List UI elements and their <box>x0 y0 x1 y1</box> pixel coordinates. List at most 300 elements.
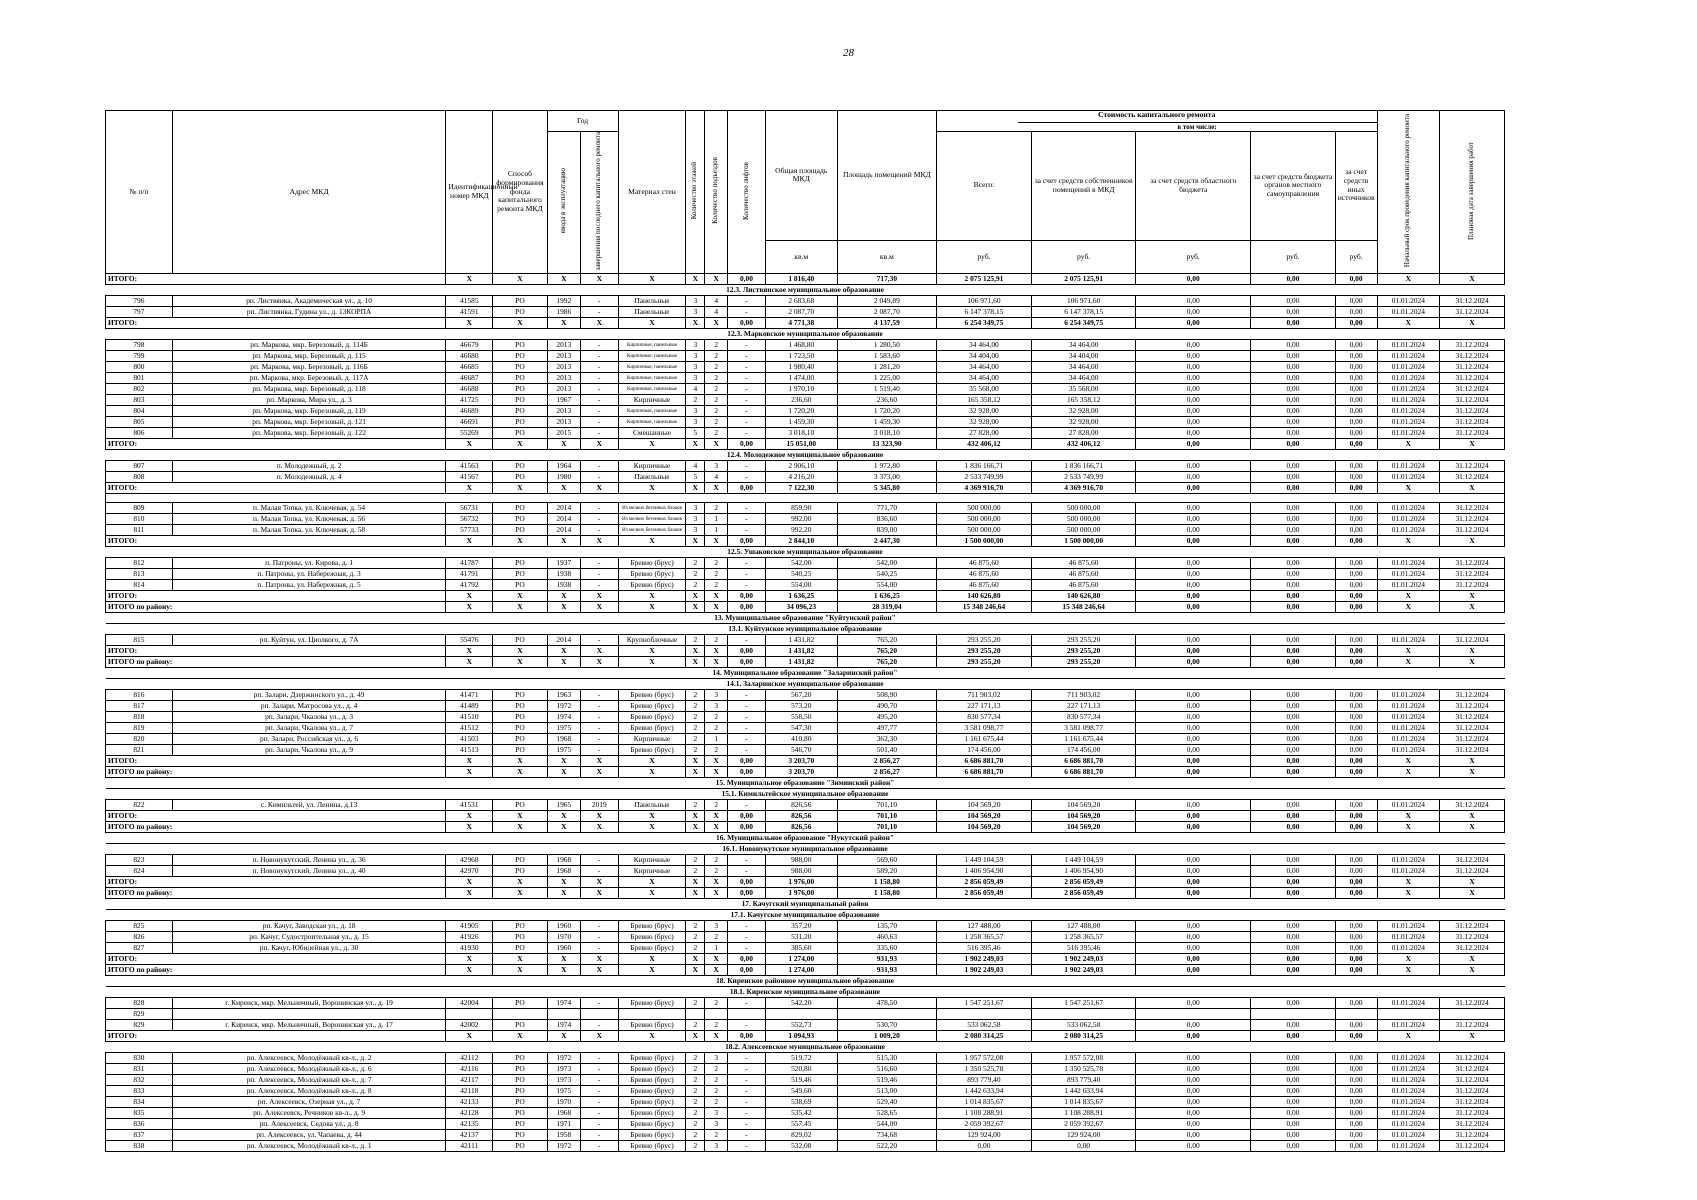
total-cell: X <box>618 965 686 976</box>
table-cell: 533 062,58 <box>936 1020 1031 1031</box>
col-total-cost: Всего: <box>936 131 1031 240</box>
total-cell: 1 816,40 <box>765 274 837 285</box>
table-cell: 0,00 <box>1136 1108 1251 1119</box>
table-cell: 31.12.2024 <box>1440 1064 1505 1075</box>
table-cell: 1970 <box>547 932 580 943</box>
total-cell: 0,00 <box>1136 591 1251 602</box>
table-cell: 711 903,02 <box>1031 690 1135 701</box>
total-cell: X <box>686 877 705 888</box>
table-cell: Бревно (брус) <box>618 1097 686 1108</box>
total-cell: X <box>547 888 580 899</box>
address-cell: п. Молодежный, д. 2 <box>172 461 446 472</box>
address-cell: п. Малая Топка, ул. Ключевая, д. 58 <box>172 525 446 536</box>
total-cell: 0,00 <box>1335 888 1377 899</box>
total-cell: 0,00 <box>1136 877 1251 888</box>
table-cell: - <box>728 296 766 307</box>
table-cell: 1938 <box>547 569 580 580</box>
total-cell: 0,00 <box>728 657 766 668</box>
total-cell: 0,00 <box>1251 657 1336 668</box>
table-cell: 2 <box>705 1020 728 1031</box>
total-cell: X <box>580 591 618 602</box>
table-cell: 31.12.2024 <box>1440 998 1505 1009</box>
total-cell: 0,00 <box>1335 1031 1377 1042</box>
table-cell: Бревно (брус) <box>618 723 686 734</box>
table-cell: - <box>580 1119 618 1130</box>
table-cell: 0,00 <box>1251 296 1336 307</box>
total-cell: X <box>705 965 728 976</box>
total-cell: X <box>580 954 618 965</box>
table-cell: 1 406 954,90 <box>936 866 1031 877</box>
table-cell: - <box>728 866 766 877</box>
total-cell: X <box>580 1031 618 1042</box>
table-cell: - <box>580 558 618 569</box>
total-cell: 1 274,00 <box>765 965 837 976</box>
table-cell: - <box>728 998 766 1009</box>
table-cell: 31.12.2024 <box>1440 800 1505 811</box>
table-cell: 1 161 675,44 <box>936 734 1031 745</box>
table-cell: 2 <box>705 428 728 439</box>
table-cell: 540,25 <box>837 569 936 580</box>
table-cell: - <box>580 1130 618 1141</box>
table-cell: 2 <box>686 998 705 1009</box>
total-cell: X <box>686 274 705 285</box>
table-cell: 46687 <box>446 373 493 384</box>
total-cell: X <box>618 602 686 613</box>
table-cell: 0,00 <box>1335 461 1377 472</box>
table-cell: 35 568,00 <box>936 384 1031 395</box>
table-cell <box>765 1009 837 1020</box>
total-cell: 0,00 <box>1251 591 1336 602</box>
total-cell: 0,00 <box>728 767 766 778</box>
table-cell: 0,00 <box>1335 307 1377 318</box>
total-cell: 0,00 <box>1335 767 1377 778</box>
total-cell: X <box>580 536 618 547</box>
col-num: № п/п <box>106 111 173 274</box>
table-cell: 0,00 <box>1136 417 1251 428</box>
total-cell: X <box>493 811 547 822</box>
table-cell: 01.01.2024 <box>1377 406 1440 417</box>
table-cell: 01.01.2024 <box>1377 943 1440 954</box>
section-title: 14. Муниципальное образование "Заларинский район" <box>106 668 1505 679</box>
total-cell: X <box>446 965 493 976</box>
table-cell: 540,25 <box>765 569 837 580</box>
table-cell: 0,00 <box>1136 712 1251 723</box>
table-cell: - <box>580 921 618 932</box>
total-cell: 13 323,90 <box>837 439 936 450</box>
table-cell: 0,00 <box>1335 690 1377 701</box>
table-cell: - <box>580 525 618 536</box>
total-row <box>106 591 1505 602</box>
total-cell: X <box>547 318 580 329</box>
table-cell: 530,70 <box>837 1020 936 1031</box>
table-cell: 0,00 <box>1335 373 1377 384</box>
table-row <box>106 525 1505 536</box>
table-cell: 0,00 <box>1335 503 1377 514</box>
table-cell: 2 <box>686 635 705 646</box>
table-cell: - <box>580 932 618 943</box>
total-cell: X <box>1377 439 1440 450</box>
address-cell: рп. Куйтун, ул. Циолкого, д. 7А <box>172 635 446 646</box>
table-cell: 804 <box>106 406 173 417</box>
total-cell: 7 122,30 <box>765 483 837 494</box>
table-cell: 532,08 <box>765 1141 837 1152</box>
table-cell: - <box>728 1141 766 1152</box>
total-cell: X <box>580 646 618 657</box>
total-cell: 0,00 <box>728 274 766 285</box>
table-cell: 0,00 <box>1136 855 1251 866</box>
table-cell: 42128 <box>446 1108 493 1119</box>
table-cell: РО <box>493 307 547 318</box>
table-cell: 0,00 <box>1335 943 1377 954</box>
table-cell: 31.12.2024 <box>1440 558 1505 569</box>
total-cell: X <box>705 602 728 613</box>
table-row <box>106 1097 1505 1108</box>
total-cell: ИТОГО по району: <box>106 602 446 613</box>
total-cell: X <box>446 591 493 602</box>
total-cell: 0,00 <box>728 756 766 767</box>
table-cell: 2014 <box>547 503 580 514</box>
table-row <box>106 998 1505 1009</box>
table-cell: 4 216,20 <box>765 472 837 483</box>
total-cell: X <box>493 274 547 285</box>
total-cell: 293 255,20 <box>936 657 1031 668</box>
table-cell: 2 <box>705 800 728 811</box>
table-cell: - <box>728 855 766 866</box>
table-cell: 1 431,82 <box>765 635 837 646</box>
col-year-commission: ввода в эксплуатацию <box>547 131 580 273</box>
table-cell: 1 459,30 <box>765 417 837 428</box>
table-cell: 3 <box>705 1108 728 1119</box>
total-cell: 432 406,12 <box>936 439 1031 450</box>
table-row <box>106 503 1505 514</box>
table-cell: 41510 <box>446 712 493 723</box>
address-cell: рп. Алексеевск, Молодёжный кв-л., д. 8 <box>172 1086 446 1097</box>
table-cell: 2014 <box>547 514 580 525</box>
total-row <box>106 483 1505 494</box>
table-cell: 01.01.2024 <box>1377 1064 1440 1075</box>
table-cell <box>936 1009 1031 1020</box>
total-cell: X <box>618 1031 686 1042</box>
table-row <box>106 1119 1505 1130</box>
table-cell: 31.12.2024 <box>1440 503 1505 514</box>
table-cell: 3 <box>705 690 728 701</box>
table-cell: 1967 <box>547 395 580 406</box>
table-cell: 2 <box>686 855 705 866</box>
total-cell: X <box>446 756 493 767</box>
table-cell: 3 <box>686 340 705 351</box>
table-row <box>106 723 1505 734</box>
table-cell: 2014 <box>547 525 580 536</box>
table-cell: 236,60 <box>837 395 936 406</box>
table-cell: 0,00 <box>1136 1097 1251 1108</box>
total-cell: X <box>1377 888 1440 899</box>
table-cell: 826,56 <box>765 800 837 811</box>
table-cell: 55269 <box>446 428 493 439</box>
table-cell: 293 255,20 <box>936 635 1031 646</box>
table-cell: - <box>728 472 766 483</box>
table-cell: 1968 <box>547 1108 580 1119</box>
address-cell: рп. Листвянка, Гудина ул., д. 13КОРПА <box>172 307 446 318</box>
table-cell: 57733 <box>446 525 493 536</box>
total-cell: 0,00 <box>728 318 766 329</box>
table-cell: 01.01.2024 <box>1377 296 1440 307</box>
table-cell: 1 442 633,94 <box>936 1086 1031 1097</box>
table-cell: РО <box>493 472 547 483</box>
table-cell: 2 <box>686 558 705 569</box>
table-cell: Бревно (брус) <box>618 1130 686 1141</box>
total-cell: 28 319,04 <box>837 602 936 613</box>
total-cell: X <box>1440 965 1505 976</box>
table-cell: 0,00 <box>1251 1141 1336 1152</box>
total-cell: 104 569,20 <box>1031 822 1135 833</box>
table-cell: 2 533 749,99 <box>936 472 1031 483</box>
table-cell: 0,00 <box>1251 734 1336 745</box>
total-cell: ИТОГО по району: <box>106 888 446 899</box>
address-cell: рп. Залари, Чкалова ул., д. 9 <box>172 745 446 756</box>
table-row <box>106 943 1505 954</box>
table-cell: Бревно (брус) <box>618 998 686 1009</box>
table-cell: 3 <box>686 514 705 525</box>
total-cell: X <box>580 439 618 450</box>
table-cell: 836 <box>106 1119 173 1130</box>
total-cell: X <box>493 756 547 767</box>
table-cell: 1938 <box>547 580 580 591</box>
table-cell: 46 875,60 <box>936 569 1031 580</box>
section-title: 12.4. Молодежное муниципальное образование <box>106 450 1505 461</box>
table-cell: - <box>728 580 766 591</box>
total-cell: X <box>686 811 705 822</box>
table-cell: 0,00 <box>1335 580 1377 591</box>
total-cell: 1 431,82 <box>765 646 837 657</box>
table-cell: 0,00 <box>1335 417 1377 428</box>
table-cell: 1975 <box>547 723 580 734</box>
table-cell: 2 <box>686 569 705 580</box>
table-cell: 0,00 <box>1335 395 1377 406</box>
address-cell: п. Патроны, ул. Кирова, д. 1 <box>172 558 446 569</box>
total-cell: 34 096,23 <box>765 602 837 613</box>
total-cell: 0,00 <box>1136 318 1251 329</box>
total-cell: 1 158,80 <box>837 888 936 899</box>
total-cell: X <box>493 1031 547 1042</box>
table-row <box>106 1108 1505 1119</box>
table-cell: 2 <box>705 1075 728 1086</box>
table-cell: 1975 <box>547 1086 580 1097</box>
table-cell: 2 <box>705 866 728 877</box>
table-cell: 41591 <box>446 307 493 318</box>
table-cell: 1 980,40 <box>765 362 837 373</box>
table-cell: 0,00 <box>1251 1108 1336 1119</box>
total-cell: X <box>705 591 728 602</box>
table-cell: 3 <box>705 701 728 712</box>
total-cell: X <box>580 767 618 778</box>
total-cell: X <box>547 591 580 602</box>
table-cell: 0,00 <box>1251 712 1336 723</box>
table-cell: 31.12.2024 <box>1440 943 1505 954</box>
table-cell: 529,40 <box>837 1097 936 1108</box>
table-cell: 831 <box>106 1064 173 1075</box>
total-cell: X <box>618 439 686 450</box>
total-cell: X <box>686 888 705 899</box>
total-cell: 6 254 349,75 <box>1031 318 1135 329</box>
total-cell: ИТОГО: <box>106 646 446 657</box>
table-cell: 542,00 <box>765 558 837 569</box>
col-address: Адрес МКД <box>172 111 446 274</box>
table-cell <box>1377 1009 1440 1020</box>
table-cell: 0,00 <box>1335 1064 1377 1075</box>
table-cell: 01.01.2024 <box>1377 362 1440 373</box>
unit-owners: руб. <box>1031 240 1135 273</box>
table-row <box>106 1086 1505 1097</box>
table-cell: 2 <box>705 558 728 569</box>
section-header-row <box>106 624 1505 635</box>
table-cell: 0,00 <box>1136 734 1251 745</box>
total-cell: 931,93 <box>837 954 936 965</box>
table-cell: 0,00 <box>1251 800 1336 811</box>
table-cell: Бревно (брус) <box>618 690 686 701</box>
table-cell: 0,00 <box>1031 1141 1135 1152</box>
table-cell: 0,00 <box>1335 998 1377 1009</box>
table-cell: РО <box>493 417 547 428</box>
col-premises-area: Площадь помещений МКД <box>837 111 936 241</box>
table-cell: 01.01.2024 <box>1377 514 1440 525</box>
section-title: 17. Качугский муниципальный район <box>106 899 1505 910</box>
table-cell: РО <box>493 1141 547 1152</box>
table-row <box>106 921 1505 932</box>
table-cell: 1 <box>705 943 728 954</box>
address-cell: рп. Алексеевск, Молодёжный кв-л., д. 1 <box>172 1141 446 1152</box>
table-cell: 549,60 <box>765 1086 837 1097</box>
total-row <box>106 954 1505 965</box>
table-cell: Бревно (брус) <box>618 712 686 723</box>
total-cell: 104 569,20 <box>936 822 1031 833</box>
table-cell: 31.12.2024 <box>1440 712 1505 723</box>
table-cell: 478,50 <box>837 998 936 1009</box>
address-cell: п. Малая Топка, ул. Ключевая, д. 54 <box>172 503 446 514</box>
table-cell: - <box>580 1097 618 1108</box>
table-row <box>106 472 1505 483</box>
table-cell: 567,20 <box>765 690 837 701</box>
table-cell: 46 875,60 <box>1031 558 1135 569</box>
table-cell: 533 062,58 <box>1031 1020 1135 1031</box>
table-cell: 3 <box>686 362 705 373</box>
table-cell: 1971 <box>547 1119 580 1130</box>
table-cell: 3 <box>705 1141 728 1152</box>
table-cell: 174 456,00 <box>1031 745 1135 756</box>
table-cell: 0,00 <box>936 1141 1031 1152</box>
table-cell: 538,69 <box>765 1097 837 1108</box>
table-cell: Бревно (брус) <box>618 1075 686 1086</box>
total-cell: 2 075 125,91 <box>936 274 1031 285</box>
table-cell: 46 875,60 <box>936 580 1031 591</box>
total-cell: 0,00 <box>728 888 766 899</box>
total-cell: X <box>580 811 618 822</box>
section-title: 18. Киренское районное муниципальное образование <box>106 976 1505 987</box>
total-cell: X <box>618 536 686 547</box>
total-cell: X <box>618 877 686 888</box>
total-cell: 0,00 <box>1136 483 1251 494</box>
table-cell: 41926 <box>446 932 493 943</box>
table-cell: 1 970,10 <box>765 384 837 395</box>
total-row <box>106 657 1505 668</box>
table-cell: Бревно (брус) <box>618 943 686 954</box>
table-cell: - <box>580 1075 618 1086</box>
total-cell: X <box>446 811 493 822</box>
table-cell: Крупноблочные <box>618 635 686 646</box>
col-cost-group <box>936 111 1377 132</box>
table-cell: 1 406 954,90 <box>1031 866 1135 877</box>
table-cell: Бревно (брус) <box>618 558 686 569</box>
table-cell: 830 577,34 <box>1031 712 1135 723</box>
total-cell: X <box>618 646 686 657</box>
table-cell: 01.01.2024 <box>1377 1097 1440 1108</box>
table-cell: 127 488,00 <box>1031 921 1135 932</box>
table-cell: 0,00 <box>1136 723 1251 734</box>
total-cell: 1 431,82 <box>765 657 837 668</box>
total-cell: X <box>1377 767 1440 778</box>
total-cell: X <box>705 536 728 547</box>
table-cell: 811 <box>106 525 173 536</box>
table-cell: 2 <box>705 362 728 373</box>
total-cell: 826,56 <box>765 811 837 822</box>
section-header-row <box>106 844 1505 855</box>
table-cell: 829 <box>106 1020 173 1031</box>
total-cell: 1 976,00 <box>765 877 837 888</box>
table-cell: 31.12.2024 <box>1440 1075 1505 1086</box>
table-cell: 544,00 <box>837 1119 936 1130</box>
table-cell: 1 957 572,08 <box>1031 1053 1135 1064</box>
total-cell: 0,00 <box>1251 483 1336 494</box>
section-title: 12.3. Листвянское муниципальное образование <box>106 285 1505 296</box>
total-cell: X <box>547 483 580 494</box>
table-row <box>106 296 1505 307</box>
total-cell: X <box>1440 657 1505 668</box>
section-header-row <box>106 285 1505 296</box>
table-cell: - <box>580 362 618 373</box>
address-cell: рп. Залари, Российская ул., д. 6 <box>172 734 446 745</box>
table-cell: 1974 <box>547 998 580 1009</box>
address-cell: рп. Качуг, Юбилейная ул., д. 30 <box>172 943 446 954</box>
table-cell: 2 <box>705 417 728 428</box>
total-cell: X <box>446 483 493 494</box>
table-cell: 0,00 <box>1251 701 1336 712</box>
table-cell: 815 <box>106 635 173 646</box>
table-row <box>106 395 1505 406</box>
table-cell: 31.12.2024 <box>1440 734 1505 745</box>
total-cell: X <box>1377 318 1440 329</box>
table-cell: 4 <box>705 296 728 307</box>
total-cell: X <box>547 877 580 888</box>
table-cell: - <box>580 384 618 395</box>
table-cell: 3 <box>705 1119 728 1130</box>
total-cell: X <box>580 888 618 899</box>
total-cell: 140 626,80 <box>936 591 1031 602</box>
col-lifts: Количество лифтов <box>728 111 766 274</box>
table-cell: 0,00 <box>1136 362 1251 373</box>
table-cell: 34 464,00 <box>1031 340 1135 351</box>
total-row <box>106 756 1505 767</box>
table-cell: 01.01.2024 <box>1377 701 1440 712</box>
table-cell: 31.12.2024 <box>1440 296 1505 307</box>
table-cell: - <box>728 932 766 943</box>
address-cell: рп. Качуг, Судостроительная ул., д. 15 <box>172 932 446 943</box>
table-cell: 42137 <box>446 1130 493 1141</box>
table-cell: 515,30 <box>837 1053 936 1064</box>
table-cell: РО <box>493 635 547 646</box>
total-cell: 0,00 <box>1335 877 1377 888</box>
unit-premises-area: кв.м <box>837 240 936 273</box>
total-cell: X <box>618 657 686 668</box>
section-header-row <box>106 329 1505 340</box>
